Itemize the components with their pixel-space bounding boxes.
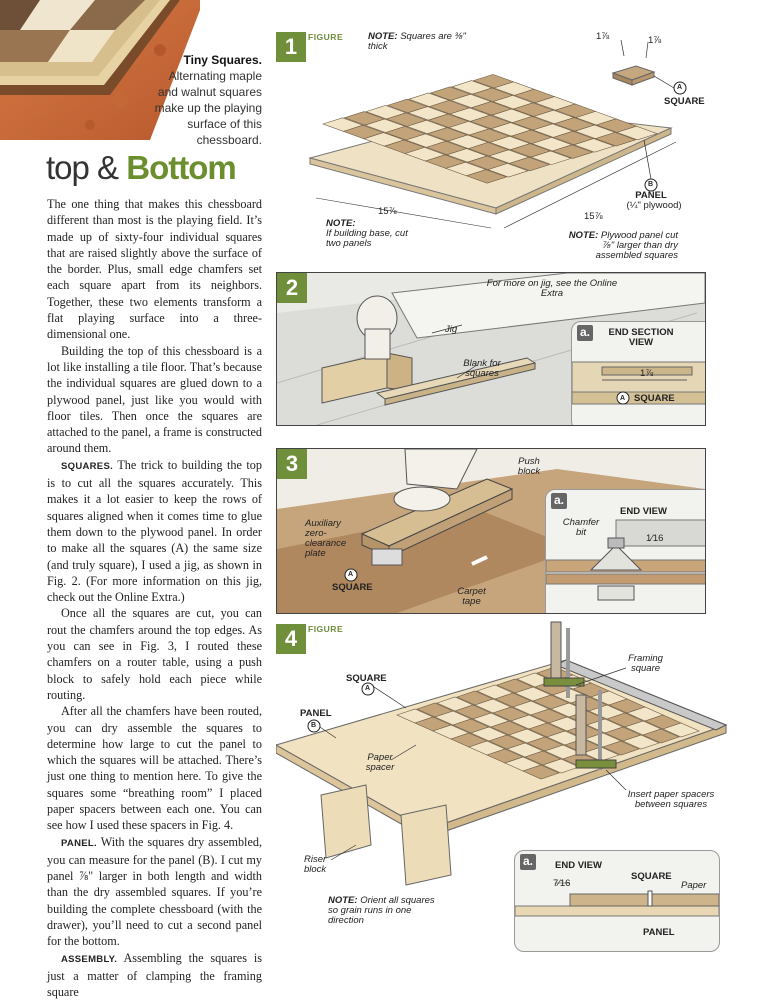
fig4-panel-letter: B [311, 722, 317, 729]
figure-2-number: 2 [277, 273, 307, 303]
fig2-jig: Jig [445, 324, 458, 335]
figure-1-tag: FIGURE [308, 32, 344, 42]
fig4-insert: Insert paper spacers between squares [627, 789, 715, 810]
section-heading [46, 148, 236, 188]
figure-1-number: 1 [276, 32, 306, 62]
fig4-panel: PANEL [300, 708, 332, 719]
fig1-dim-left: 15⅞ [378, 206, 397, 217]
fig4-riser: Riser block [304, 854, 327, 875]
fig3-aux: Auxiliary zero-clearance plate [305, 518, 347, 559]
fig3-inset-letter: a. [551, 493, 567, 509]
fig3-push: Push block [517, 456, 541, 477]
fig4-inset-title: END VIEW [555, 860, 602, 871]
fig1-note-bold: NOTE: [368, 31, 398, 42]
fig4-note-bold: NOTE: [328, 895, 358, 906]
fig1-dim-b: 1⅞ [648, 35, 662, 46]
fig1-panel-label: PANEL [635, 190, 667, 201]
runin-squares: SQUARES. [61, 460, 114, 472]
fig1-note2-text: If building base, cut two panels [326, 228, 408, 249]
fig4-square-letter: A [365, 685, 371, 692]
caption-text: Alternating maple and walnut squares make up the playing surface of this chessboard. [154, 69, 262, 147]
fig2-inset-dim: 1⅞ [640, 368, 654, 379]
fig1-note-plywood [558, 231, 678, 261]
fig4-inset-dim: 7⁄16 [553, 878, 571, 889]
fig1-dim-a: 1⅞ [596, 31, 610, 42]
runin-assembly: ASSEMBLY. [61, 953, 118, 965]
fig2-online: For more on jig, see the Online Extra [486, 278, 618, 299]
paragraph-3 [47, 457, 262, 606]
fig1-square-label: SQUARE [664, 96, 705, 107]
fig4-square: SQUARE [346, 673, 387, 684]
fig4-inset-drawing [515, 851, 719, 951]
paragraph-2: Building the top of this chessboard is a lot like installing a tile floor. That’s because the individual squares are glued down to a plywood panel, just like you would with floor tiles. Then once the squares are attached to the panel, a frame is constructed around them. [47, 343, 262, 456]
figure-2 [276, 272, 706, 426]
fig1-panel-letter: B [648, 181, 654, 188]
fig4-framing: Framing square [628, 653, 663, 674]
fig3-tape: Carpet tape [457, 586, 486, 607]
fig4-note-text: Orient all squares so grain runs in one direction [328, 895, 435, 926]
figure-4-inset [514, 850, 720, 952]
paragraph-7-text: Assembling the squares is just a matter of clamping the framing square [47, 950, 262, 1000]
fig3-sq-letter: A [348, 571, 354, 578]
fig4-inset-paper: Paper [681, 880, 707, 891]
fig3-inset-title: END VIEW [620, 506, 667, 517]
fig1-dim-right: 15⅞ [584, 211, 603, 222]
fig3-dim: 1⁄16 [646, 533, 664, 544]
article-body [47, 196, 262, 1001]
figure-4-tag: FIGURE [308, 624, 344, 634]
paragraph-6 [47, 834, 262, 950]
fig2-inset-sq-letter: A [620, 395, 626, 402]
paragraph-4: Once all the squares are cut, you can rout the chamfers around the top edges. As you can see in Fig. 3, I routed these chamfers on a router table, using a push block to safely hold each piece while routing. [47, 606, 262, 702]
fig1-note3-bold: NOTE: [568, 230, 599, 241]
fig1-note3-text: Plywood panel cut ⅞" larger than dry assembled squares [595, 230, 678, 261]
figure-3-inset [545, 489, 706, 614]
paragraph-3-text: The trick to building the top is to cut all the squares accurately. This makes it a lot easier to keep the rows of squares aligned when it comes time to glue them down to the plywood panel. In order to make all the squares (A) the same size (and truly square), I used a jig, as shown in Fig. 2. (For more information on this jig, check out the Online Extra.) [47, 457, 262, 605]
paragraph-1: The one thing that makes this chessboard different than most is the playing field. It’s made up of sixty-four individual squares that are raised slightly above the surface of the border. Plus, small edge chamfers set each square apart from its neighbors. Together, these two elements transform a flat playing surface into a three-dimensional one. [47, 197, 262, 342]
figure-3-number: 3 [277, 449, 307, 479]
paragraph-6-text: With the squares dry assembled, you can measure for the panel (B). I cut my panel ⅞" larger in both length and width than the dry assembled squares. If you’re building the complete chessboard (with the drawer), you’ll need to cut a second panel for the bottom. [47, 834, 262, 949]
fig3-sq: SQUARE [332, 582, 373, 593]
photo-caption [150, 52, 262, 148]
fig1-note-text: Squares are ⅜" thick [368, 31, 466, 52]
heading-part2: Bottom [126, 149, 236, 186]
paragraph-5: After all the chamfers have been routed, you can dry assemble the squares to determine how large to cut the panel to which the squares will be attached. There’s just one thing to mention here. To give the squares some “breathing room” I placed paper spacers between each one. You can see how I used these spacers in Fig. 4. [47, 704, 262, 833]
fig2-inset-letter: a. [577, 325, 593, 341]
fig1-square-letter: A [677, 84, 683, 91]
figure-4 [276, 620, 764, 960]
paragraph-7 [47, 950, 262, 1001]
figure-1-note [368, 32, 478, 52]
fig1-panel-sub: (¼" plywood) [626, 200, 682, 211]
figure-3 [276, 448, 706, 614]
figure-2-inset [571, 321, 706, 426]
fig1-note2-bold: NOTE: [326, 218, 356, 229]
fig4-inset-letter: a. [520, 854, 536, 870]
fig4-inset-panel: PANEL [643, 927, 675, 938]
fig4-inset-sq: SQUARE [631, 871, 672, 882]
runin-panel: PANEL. [61, 837, 97, 849]
caption-title: Tiny Squares. [183, 53, 262, 67]
fig3-inset-drawing [546, 490, 706, 614]
heading-part1: top & [46, 149, 127, 186]
fig2-blank: Blank for squares [463, 358, 501, 379]
fig4-note [328, 896, 438, 926]
fig2-inset-drawing [572, 322, 706, 426]
fig2-inset-title: END SECTION VIEW [608, 327, 674, 348]
figure-1 [276, 28, 756, 268]
fig3-chamfer: Chamfer bit [562, 517, 600, 538]
figure-4-number: 4 [276, 624, 306, 654]
fig4-paper: Paper spacer [365, 752, 395, 773]
fig2-inset-sq: SQUARE [634, 393, 675, 404]
fig1-note-base [326, 219, 416, 249]
